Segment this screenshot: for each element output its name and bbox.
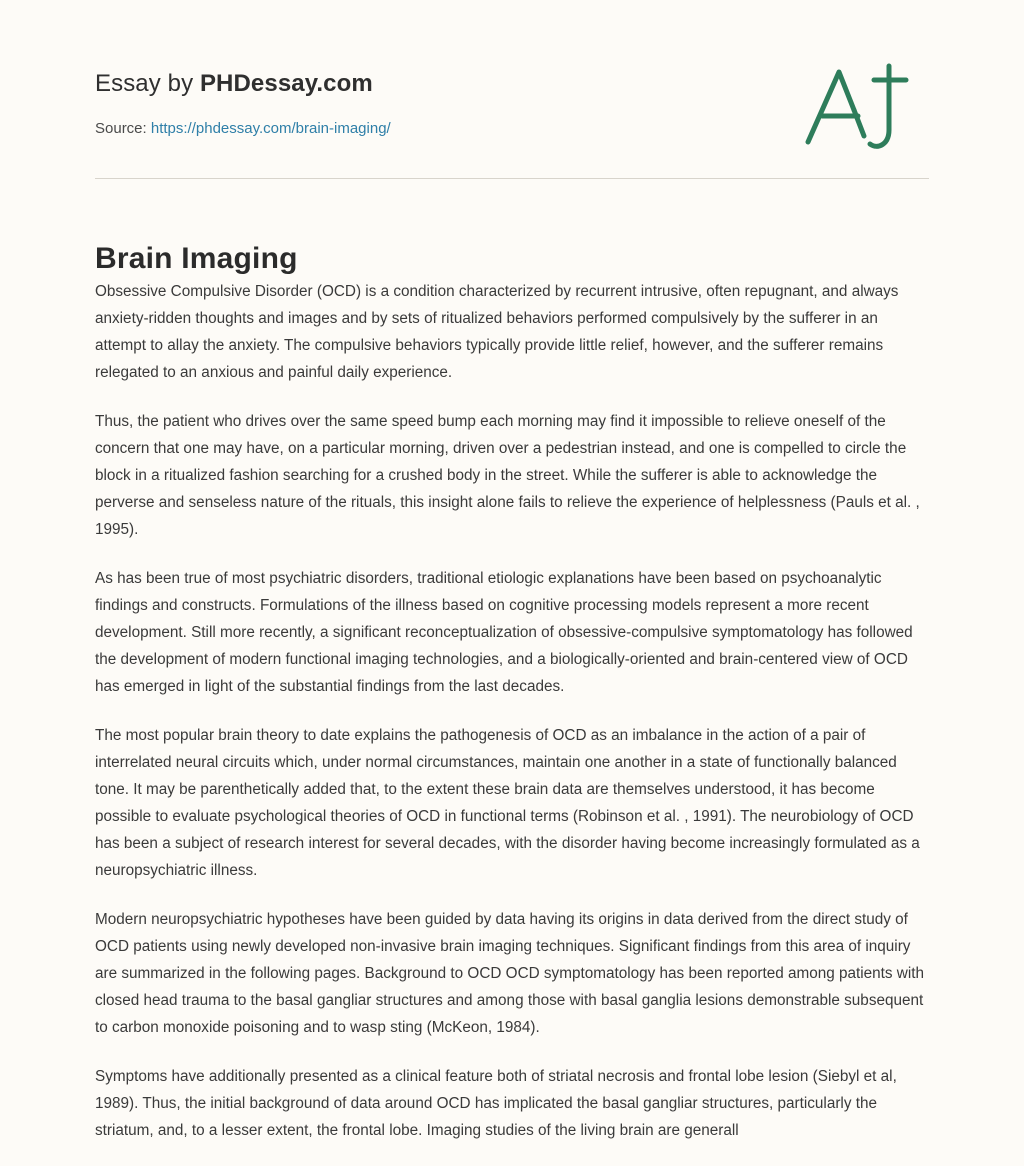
paragraph: As has been true of most psychiatric disorders, traditional etiologic explanations have been based on psychoanalytic findings and constructs. Formulations of the illness based on cognitive processing models represent a more recent development. Still more recently, a significant reconceptualization of obsessive-compulsive symptomatology has followed the development of modern functional imaging technologies, and a biologically-oriented and brain-centered view of OCD has emerged in light of the substantial findings from the last decades.: [95, 570, 913, 695]
paragraph: Obsessive Compulsive Disorder (OCD) is a condition characterized by recurrent intrusive, often repugnant, and always anxiety-ridden thoughts and images and by sets of ritualized behaviors performed compulsively by the sufferer in an attempt to allay the anxiety. The compulsive behaviors typically provide little relief, however, and the sufferer remains relegated to an anxious and painful daily experience.: [95, 283, 899, 381]
essay-by-label: Essay by: [95, 70, 200, 97]
brand-name: PHDessay.com: [199, 70, 373, 97]
paragraph: The most popular brain theory to date explains the pathogenesis of OCD as an imbalance in the action of a pair of interrelated neural circuits which, under normal circumstances, maintain one another in a state of functionally balanced tone. It may be parenthetically added that, to the extent these brain data are themselves understood, it has become possible to evaluate psychological theories of OCD in functional terms (Robinson et al. , 1991). The neurobiology of OCD has been a subject of research interest for several decades, with the disorder having become increasingly formulated as a neuropsychiatric illness.: [95, 727, 920, 879]
paragraph: Modern neuropsychiatric hypotheses have been guided by data having its origins in data derived from the direct study of OCD patients using newly developed non-invasive brain imaging techniques. Significant findings from this area of inquiry are summarized in the following pages. Background to OCD OCD symptomatology has been reported among patients with closed head trauma to the basal gangliar structures and among those with basal ganglia lesions demonstrable subsequent to carbon monoxide poisoning and to wasp sting (McKeon, 1984).: [95, 911, 925, 1036]
essay-body: [95, 278, 929, 1166]
source-link[interactable]: https://phdessay.com/brain-imaging/: [150, 120, 391, 137]
source-label: Source:: [95, 120, 151, 137]
header-divider: [95, 178, 929, 179]
paragraph: Symptoms have additionally presented as a clinical feature both of striatal necrosis and frontal lobe lesion (Siebyl et al, 1989). Thus, the initial background of data around OCD has implicated the basal gangliar structures, particularly the striatum, and, to a lesser extent, the frontal lobe. Imaging studies of the living brain are generall: [95, 1068, 897, 1139]
phdessay-logo-icon: [794, 58, 914, 158]
paragraph: Thus, the patient who drives over the same speed bump each morning may find it impossible to relieve oneself of the concern that one may have, on a particular morning, driven over a pedestrian instead, and one is compelled to circle the block in a ritualized fashion searching for a crushed body in the street. While the sufferer is able to acknowledge the perverse and senseless nature of the rituals, this insight alone fails to relieve the experience of helplessness (Pauls et al. , 1995).: [95, 413, 920, 538]
document-header: [0, 0, 1024, 137]
page-title: Brain Imaging: [95, 242, 298, 276]
